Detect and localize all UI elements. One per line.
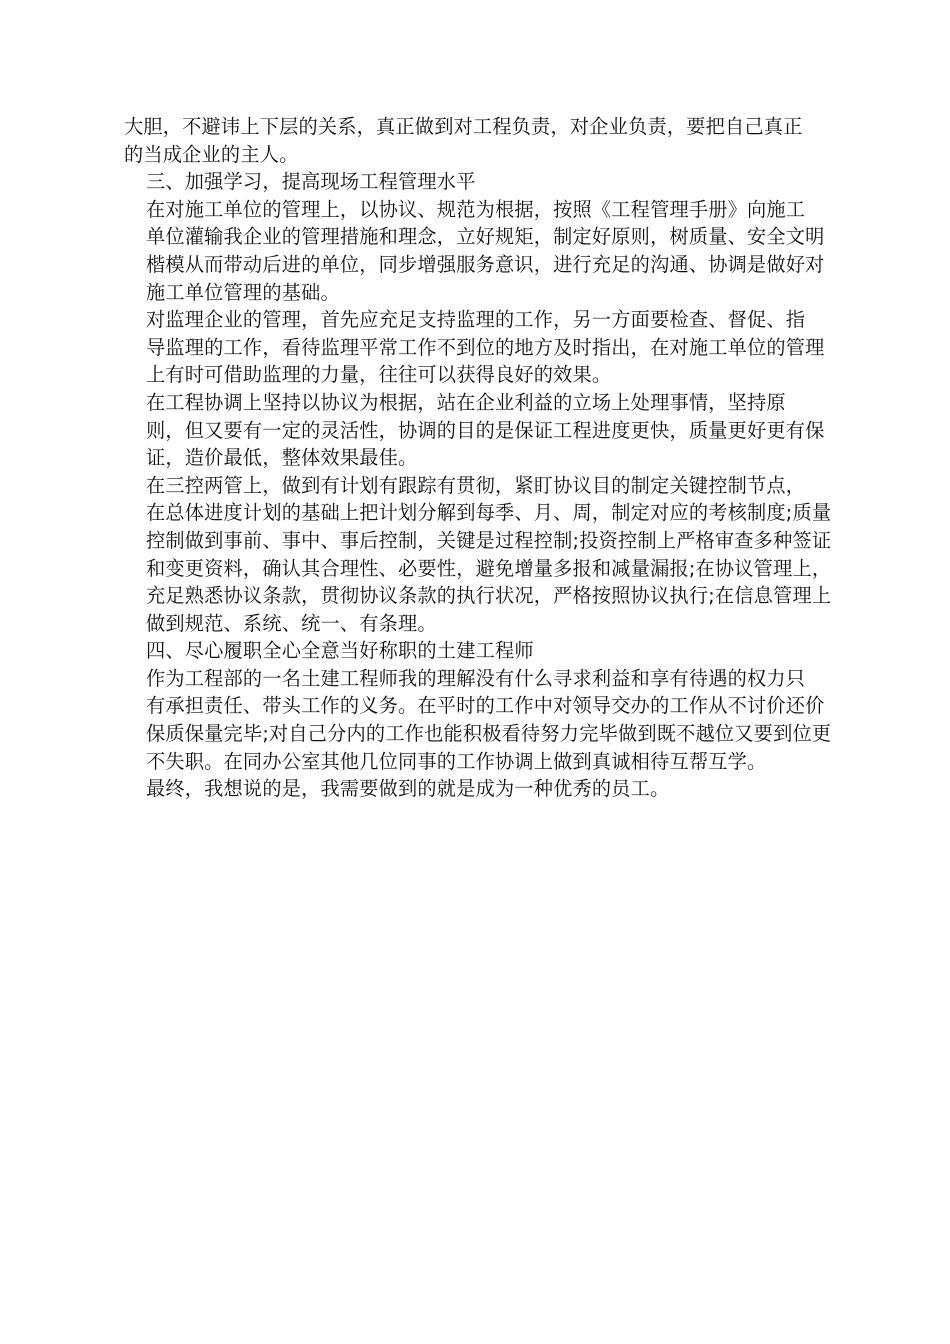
document-body — [124, 113, 836, 803]
paragraph-project-coordination: 在工程协调上坚持以协议为根据，站在企业利益的立场上处理事情，坚持原 则，但又要有一定的灵活性，协调的目的是保证工程进度更快，质量更好更有保 证，造价最低，整体效果最佳。 — [146, 390, 825, 470]
paragraph-contractor-management: 在对施工单位的管理上，以协议、规范为根据，按照《工程管理手册》向施工 单位灌输我企业的管理措施和理念，立好规矩，制定好原则，树质量、安全文明 楷模从而带动后进的单位，同步增强服务意识，进行充足的沟通、协调是做好对 施工单位管理的基础。 — [146, 197, 825, 304]
paragraph-three-controls: 在三控两管上，做到有计划有跟踪有贯彻，紧盯协议目的制定关键控制节点， 在总体进度计划的基础上把计划分解到每季、月、周，制定对应的考核制度;质量 控制做到事前、事中、事后控制，关键是过程控制;投资控制上严格审查多种签证 和变更资料，确认其合理性、必要性，避免增量多报和减量漏报;在协议管理上， 充足熟悉协议条款，贯彻协议条款的执行状况，严格按照协议执行;在信息管理上 做到规范、系统、统一、有条理。 — [146, 473, 832, 635]
paragraph-continuation: 大胆，不避讳上下层的关系，真正做到对工程负责，对企业负责，要把自己真正 的当成企业的主人。 — [124, 115, 803, 166]
section-heading-3: 三、加强学习，提高现场工程管理水平 — [146, 170, 476, 194]
paragraph-conclusion: 最终，我想说的是，我需要做到的就是成为一种优秀的员工。 — [146, 777, 670, 801]
paragraph-supervision-management: 对监理企业的管理，首先应充足支持监理的工作，另一方面要检查、督促、指 导监理的工作，看待监理平常工作不到位的地方及时指出，在对施工单位的管理 上有时可借助监理的力量，往往可以获得良好的效果。 — [146, 308, 825, 387]
section-heading-4: 四、尽心履职全心全意当好称职的土建工程师 — [146, 639, 534, 663]
paragraph-engineer-role: 作为工程部的一名土建工程师我的理解没有什么寻求利益和享有待遇的权力只 有承担责任、带头工作的义务。在平时的工作中对领导交办的工作从不讨价还价 保质保量完毕;对自己分内的工作也能积极看待努力完毕做到既不越位又要到位更 不失职。在同办公室其他几位同事的工作协调上做到真诚相待互帮互学。 — [146, 666, 832, 773]
